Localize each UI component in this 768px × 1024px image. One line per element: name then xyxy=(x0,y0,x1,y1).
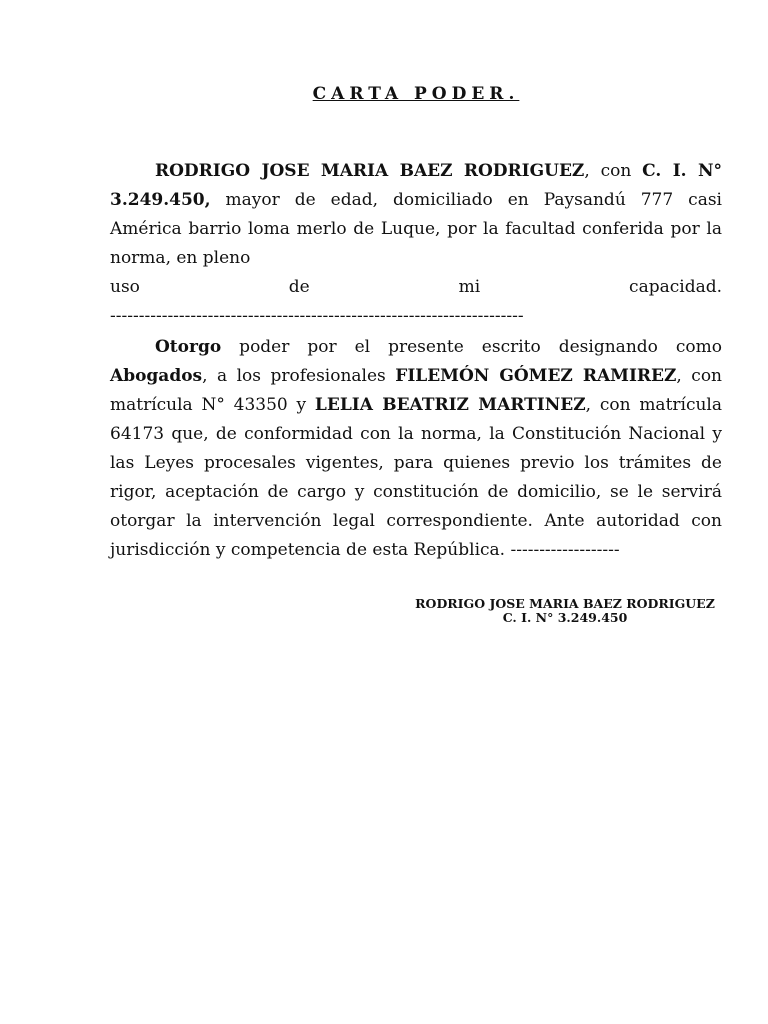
filler-dashes: ------------------------------------------------------------------------ xyxy=(110,306,524,326)
lawyer-name-2: LELIA BEATRIZ MARTINEZ xyxy=(314,395,586,415)
paragraph-text: poder por el presente escrito designando como xyxy=(221,337,722,357)
role-abogados: Abogados xyxy=(110,366,203,386)
ci-number: 3.249.450, xyxy=(110,190,211,210)
ci-label: C. I. N° xyxy=(642,161,722,181)
declarant-name: RODRIGO JOSE MARIA BAEZ RODRIGUEZ xyxy=(155,161,585,181)
signature-ci: C. I. N° 3.249.450 xyxy=(502,610,628,625)
document-title: CARTA PODER. xyxy=(312,84,520,104)
paragraph-text: , con matrícula 64173 que, de conformidad con la norma, la Constitución Nacional y las Leyes procesales vigentes, para quienes previo los trámites de rigor, aceptación de cargo y constitución de domicilio, se le servirá otorgar la intervención legal correspondiente. Ante autoridad con jurisdicción y competencia de esta República. ------------------- xyxy=(110,395,723,560)
lawyer-name-1: FILEMÓN GÓMEZ RAMIREZ xyxy=(395,366,677,386)
grant-verb: Otorgo xyxy=(155,337,222,357)
signature-name: RODRIGO JOSE MARIA BAEZ RODRIGUEZ xyxy=(415,596,715,611)
paragraph-text: mayor de edad, domiciliado en Paysandú 777 casi América barrio loma merlo de Luque, por la facultad conferida por la norma, en pleno xyxy=(110,190,722,268)
paragraph-text: , con matrícula N° 43350 y xyxy=(110,366,723,415)
signature-block xyxy=(400,597,730,625)
paragraph-grant xyxy=(110,333,722,565)
paragraph-text: , con xyxy=(584,161,643,181)
justified-last-line: uso de mi capacidad. xyxy=(110,277,722,297)
paragraph-declarant xyxy=(110,157,722,331)
paragraph-text: , a los profesionales xyxy=(202,366,396,386)
